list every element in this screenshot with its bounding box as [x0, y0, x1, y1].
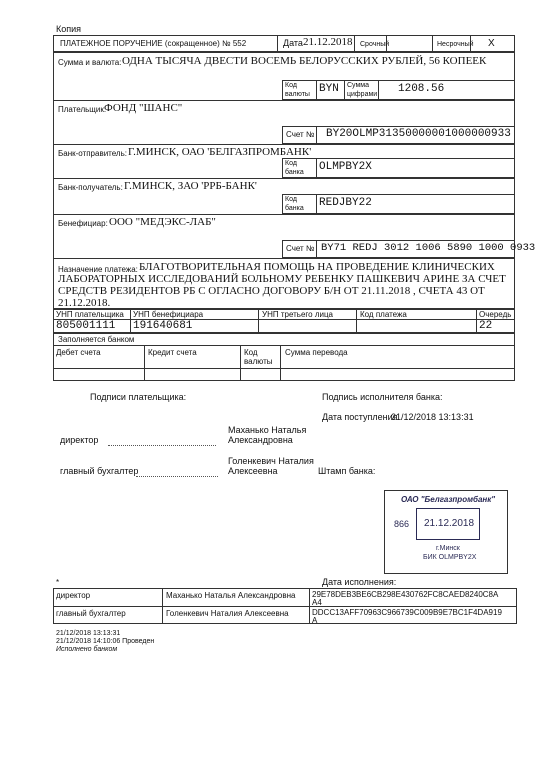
beneficiary-account-label: Счет №	[286, 244, 315, 253]
purpose-line-2: ЛАБОРАТОРНЫХ ИССЛЕДОВАНИЙ БОЛЬНОМУ РЕБЕНКУ ПАШКЕВИЧ АРИНЕ ЗА СЧЕТ	[58, 273, 506, 285]
footer-line-1: 21/12/2018 13:13:31	[56, 630, 121, 637]
payer-unp-label: УНП плательщика	[56, 310, 124, 319]
receiver-bank-code: REDJBY22	[319, 197, 372, 209]
stamp-date: 21.12.2018	[424, 518, 475, 529]
purpose-line-3: СРЕДСТВ РЕЗИДЕНТОВ РБ С ОГЛАСНО ДОГОВОРУ Б/Н ОТ 21.11.2018 , СЧЕТА 43 ОТ	[58, 285, 485, 297]
sum-figures: 1208.56	[398, 83, 445, 95]
accountant-signature-line	[136, 476, 218, 477]
debit-label: Дебет счета	[56, 348, 101, 357]
sig-row-1-hash: 29E78DEB3BE6CB298E430762FC8CAED8240C8A	[312, 590, 499, 599]
director-label: директор	[60, 435, 99, 445]
payer-signatures-label: Подписи плательщика:	[90, 392, 187, 402]
sig-row-1-role: директор	[56, 591, 91, 600]
footer-line-2: 21/12/2018 14:10:06 Проведен	[56, 638, 155, 645]
beneficiary-name: ООО "МЕДЭКС-ЛАБ"	[109, 216, 216, 228]
sender-bank-code: OLMPBY2X	[319, 161, 372, 173]
sender-bank-name: Г.МИНСК, ОАО 'БЕЛГАЗПРОМБАНК'	[128, 146, 312, 158]
purpose-label: Назначение платежа:	[58, 265, 138, 274]
receiver-bank-name: Г.МИНСК, ЗАО 'РРБ-БАНК'	[124, 180, 257, 192]
beneficiary-unp-label: УНП бенефициара	[133, 310, 204, 319]
nonurgent-label: Несрочный	[437, 41, 474, 48]
nonurgent-mark: X	[488, 38, 495, 49]
priority-label: Очередь	[479, 310, 512, 319]
received-label: Дата поступления	[322, 412, 398, 422]
credit-label: Кредит счета	[148, 348, 197, 357]
director-name-1: Маханько Наталья	[228, 425, 307, 435]
sum-label: Сумма	[347, 82, 369, 89]
accountant-name-1: Голенкевич Наталия	[228, 456, 314, 466]
purpose-line-1: БЛАГОТВОРИТЕЛЬНАЯ ПОМОЩЬ НА ПРОВЕДЕНИЕ КЛИНИЧЕСКИХ	[139, 261, 495, 273]
document-title: ПЛАТЕЖНОЕ ПОРУЧЕНИЕ (сокращенное) № 552	[60, 39, 247, 48]
sig-row-1-hash-2: A4	[312, 598, 322, 607]
beneficiary-label: Бенефициар:	[58, 219, 108, 228]
bank-fill-label: Заполняется банком	[58, 335, 135, 344]
director-name-2: Александровна	[228, 435, 293, 445]
execution-label: Дата исполнения:	[322, 577, 397, 587]
copy-label: Копия	[56, 24, 82, 34]
priority: 22	[479, 320, 493, 332]
beneficiary-unp: 191640681	[133, 320, 193, 332]
sender-bank-code-label-2: банка	[285, 169, 304, 176]
sig-row-2-hash: DDCC13AFF70963C966739C009B9E7BC1F4DA919	[312, 608, 502, 617]
payment-code-label: Код платежа	[360, 310, 407, 319]
director-signature-line	[108, 445, 216, 446]
currency-code: BYN	[319, 83, 339, 95]
third-party-unp-label: УНП третьего лица	[262, 310, 333, 319]
payer-account: BY20OLMP31350000001000000933	[326, 128, 511, 140]
amount-words: ОДНА ТЫСЯЧА ДВЕСТИ ВОСЕМЬ БЕЛОРУССКИХ РУБЛЕЙ, 56 КОПЕЕК	[122, 55, 487, 67]
stamp-city: г.Минск	[436, 545, 460, 552]
amount-label: Сумма и валюта:	[58, 58, 122, 67]
payer-label: Плательщик:	[58, 105, 107, 114]
sig-row-2-role: главный бухгалтер	[56, 609, 126, 618]
purpose-line-4: 21.12.2018.	[58, 297, 111, 309]
payer-name: ФОНД "ШАНС"	[104, 102, 183, 114]
sender-bank-label: Банк-отправитель:	[58, 149, 127, 158]
accountant-name-2: Алексеевна	[228, 466, 278, 476]
received-date: 21/12/2018 13:13:31	[391, 412, 474, 422]
sig-row-2-name: Голенкевич Наталия Алексеевна	[166, 609, 289, 618]
payer-unp: 805001111	[56, 320, 116, 332]
stamp-bic: БИК OLMPBY2X	[423, 554, 477, 561]
bank-fill-code-label-2: валюты	[244, 357, 273, 366]
bank-signature-label: Подпись исполнителя банка:	[322, 392, 443, 402]
accountant-label: главный бухгалтер	[60, 466, 139, 476]
stamp-number: 866	[394, 519, 410, 529]
footer-line-3: Исполнено банком	[56, 646, 118, 653]
document-date: 21.12.2018	[303, 36, 353, 48]
transfer-sum-label: Сумма перевода	[285, 348, 348, 357]
sum-label-2: цифрами	[347, 91, 378, 98]
urgent-label: Срочный	[360, 41, 390, 48]
sig-row-1-name: Маханько Наталья Александровна	[166, 591, 296, 600]
date-label: Дата	[283, 38, 303, 48]
stamp-bank-name: ОАО "Белгазпромбанк"	[401, 495, 496, 504]
sender-bank-code-label: Код	[285, 160, 297, 167]
receiver-bank-code-label-2: банка	[285, 205, 304, 212]
payer-account-label: Счет №	[286, 130, 315, 139]
currency-code-label: Код	[285, 82, 297, 89]
stamp-label: Штамп банка:	[318, 466, 376, 476]
currency-code-label-2: валюты	[285, 91, 310, 98]
beneficiary-account: BY71 REDJ 3012 1006 5890 1000 0933	[321, 242, 536, 254]
bank-fill-code-label: Код	[244, 348, 258, 357]
receiver-bank-code-label: Код	[285, 196, 297, 203]
asterisk: *	[56, 578, 60, 587]
receiver-bank-label: Банк-получатель:	[58, 183, 123, 192]
sig-row-2-hash-2: A	[312, 616, 318, 625]
